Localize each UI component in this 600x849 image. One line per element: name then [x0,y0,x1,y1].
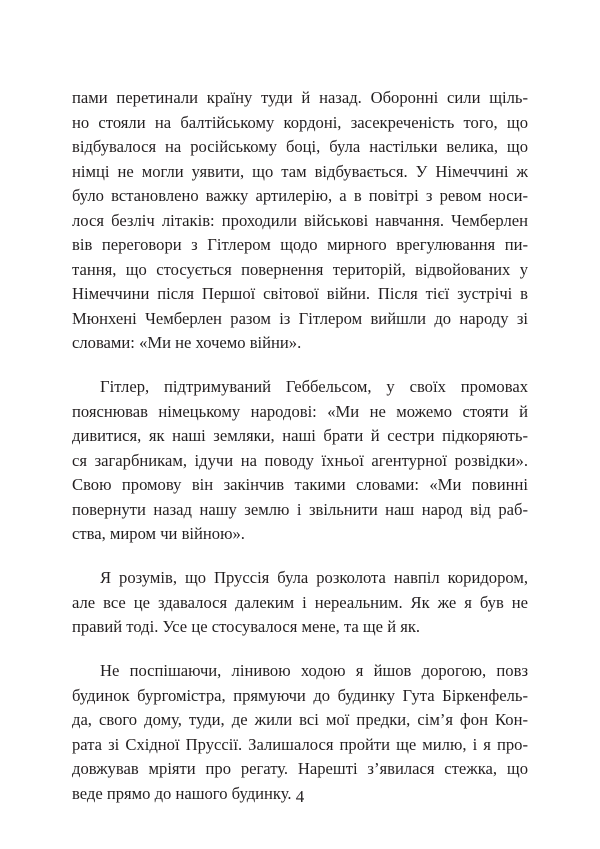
text-line: пами перетинали країну туди й назад. Оборонні сили щіль- [72,88,528,107]
text-line: но стояли на балтійському кордоні, засекреченість того, що [72,112,528,132]
text-line: німці не могли уявити, що там відбувається. У Німеччині ж [72,161,528,181]
body-text [72,86,528,826]
text-line: ся загарбникам, ідучи на поводу їхньої агентурної розвідки». [72,450,528,470]
text-line: ства, миром чи війною». [72,524,245,543]
text-line: тання, що стосується повернення територій, відвойованих у [72,259,528,279]
text-line: вів переговори з Гітлером щодо мирного врегулювання пи- [72,235,528,254]
page-number: 4 [295,787,305,806]
text-line: Німеччини після Першої світової війни. Після тієї зустрічі в [72,284,528,303]
paragraph [72,566,528,640]
text-line: Я розумів, що Пруссія була розколота навпіл коридором, [100,568,528,587]
text-line: довжував мріяти про регату. Нарешті з’явилася стежка, що [72,759,528,778]
paragraph [72,86,528,356]
text-line: лося безліч літаків: проходили військові навчання. Чемберлен [72,210,528,230]
paragraph [72,659,528,806]
text-line: будинок бургомістра, прямуючи до будинку Гута Біркенфель- [72,685,528,705]
text-line: дивитися, як наші земляки, наші брати й сестри підкоряють- [72,426,528,445]
text-line: веде прямо до нашого будинку. [72,783,292,803]
text-line: правий тоді. Усе це стосувалося мене, та ще й як. [72,617,421,636]
text-line: повернути назад нашу землю і звільнити наш народ від раб- [72,499,528,519]
text-line: словами: «Ми не хочемо війни». [72,333,302,352]
text-line: але все це здавалося далеким і нереальним. Як же я був не [72,592,528,612]
text-line: відбувалося на російському боці, була настільки велика, що [72,137,528,156]
text-line: пояснював німецькому народові: «Ми не можемо стояти й [72,401,528,421]
text-line: да, свого дому, туди, де жили всі мої предки, сім’я фон Кон- [72,710,528,729]
text-line: було встановлено важку артилерію, а в повітрі з ревом носи- [72,186,528,205]
text-line: Гітлер, підтримуваний Геббельсом, у своїх промовах [100,377,528,396]
paragraph [72,375,528,547]
text-line: Не поспішаючи, лінивою ходою я йшов дорогою, повз [100,661,528,680]
text-line: Мюнхені Чемберлен разом із Гітлером вийшли до народу зі [72,308,528,328]
text-line: Свою промову він закінчив такими словами: «Ми повинні [72,475,528,494]
text-line: рата зі Східної Пруссії. Залишалося пройти ще милю, і я про- [72,734,528,754]
